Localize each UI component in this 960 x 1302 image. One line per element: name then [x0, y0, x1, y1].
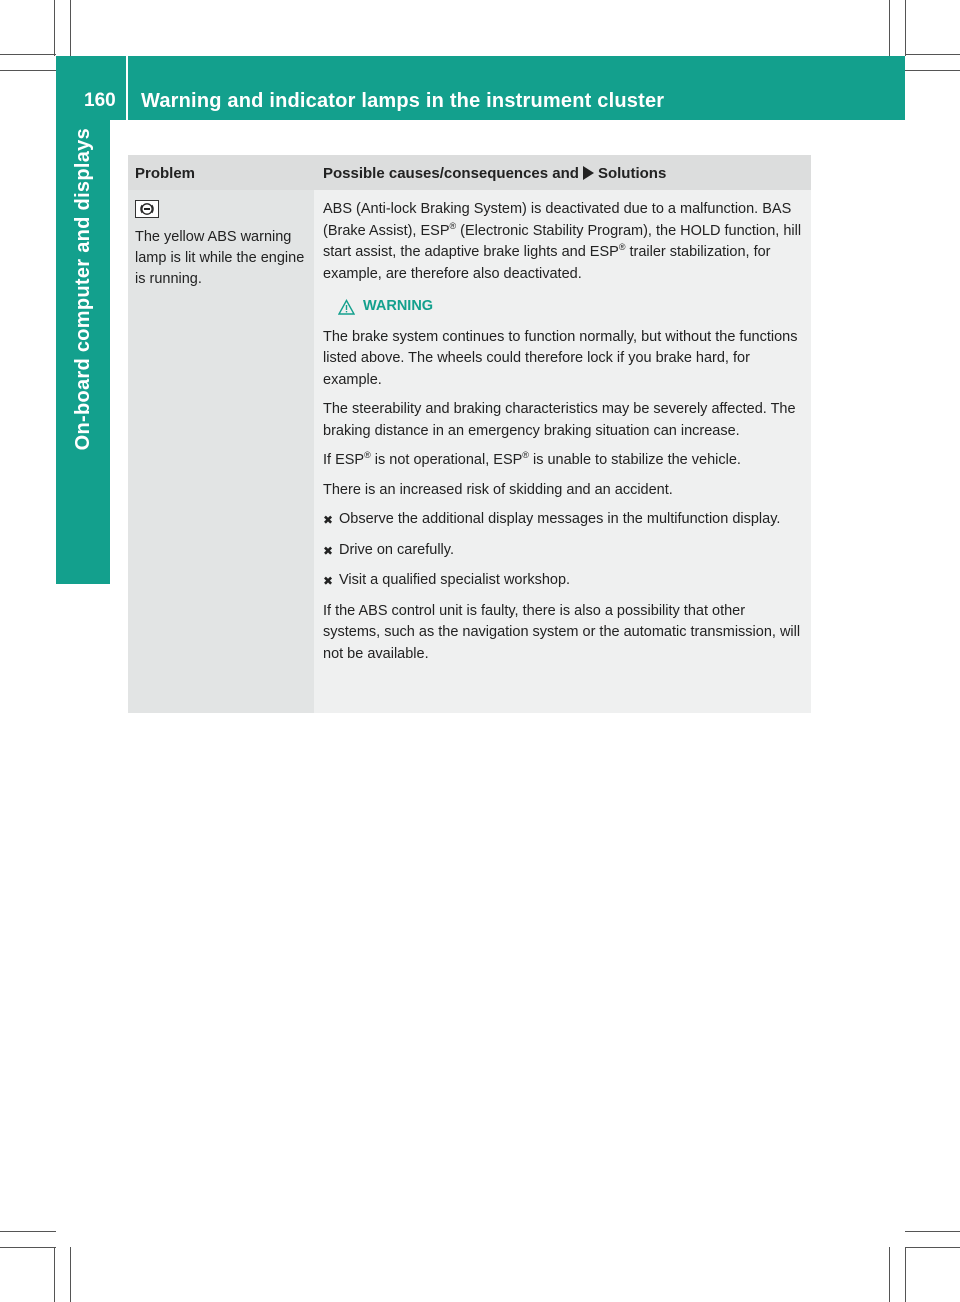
problem-solution-table: [128, 155, 811, 713]
step-arrow-icon: ✖: [323, 574, 334, 588]
crop-mark: [905, 54, 960, 55]
intro-paragraph: [323, 199, 804, 285]
column-header-causes: [314, 155, 811, 190]
column-header-problem: Problem: [135, 165, 196, 182]
crop-mark: [0, 1231, 56, 1232]
warning-text-3c: is unable to stabilize the vehicle.: [528, 452, 741, 468]
warning-paragraph-2: The steerability and braking characteristics may be severely affected. The braking distance in an emergency braking situation can increase.: [323, 401, 796, 439]
step-arrow-icon: ✖: [323, 543, 334, 558]
warning-label: WARNING: [363, 298, 434, 314]
warning-text-3a: If ESP: [323, 452, 365, 468]
warning-paragraph-1: The brake system continues to function normally, but without the functions listed above. The wheels could therefore lock if you brake hard, for example.: [323, 328, 798, 388]
crop-mark: [905, 0, 906, 56]
crop-mark: [70, 0, 71, 56]
instruction-step: [323, 509, 804, 532]
warning-paragraph-3: [323, 450, 804, 472]
table-row: [128, 190, 811, 713]
warning-heading: [338, 296, 804, 318]
crop-mark: [905, 1247, 960, 1248]
registered-mark: ®: [522, 450, 529, 461]
step-text: Drive on carefully.: [339, 541, 454, 558]
warning-triangle-icon: [338, 299, 355, 315]
crop-mark: [54, 1247, 55, 1302]
column-header-causes-text: Possible causes/consequences and: [323, 165, 579, 182]
intro-text-3: trailer stabilization, for example, are therefore also deactivated.: [323, 244, 771, 282]
causes-cell: [314, 190, 811, 713]
crop-mark: [905, 1231, 960, 1232]
crop-mark: [905, 70, 960, 71]
column-header-solutions-text: Solutions: [597, 165, 667, 182]
instruction-step: [323, 570, 804, 593]
step-arrow-icon: ✖: [323, 513, 334, 527]
registered-mark: ®: [618, 242, 626, 253]
crop-mark: [905, 1247, 906, 1302]
crop-mark: [70, 1247, 71, 1302]
page-title: Warning and indicator lamps in the instrument cluster: [141, 90, 665, 112]
crop-mark: [0, 54, 56, 55]
play-arrow-icon: [583, 166, 594, 180]
crop-mark: [889, 0, 890, 56]
step-text: Visit a qualified specialist workshop.: [339, 572, 571, 588]
problem-cell: [128, 190, 314, 713]
header-divider: [126, 56, 128, 120]
registered-mark: ®: [364, 450, 371, 461]
page-header: [56, 56, 905, 120]
problem-description: The yellow ABS warning lamp is lit while the engine is running.: [135, 229, 305, 287]
crop-mark: [889, 1247, 890, 1302]
crop-mark: [0, 1247, 56, 1248]
table-header: [128, 155, 811, 190]
warning-text-3b: is not operational, ESP: [370, 452, 523, 468]
crop-mark: [54, 0, 55, 56]
intro-text-2: (Electronic Stability Program), the HOLD function, hill start assist, the adaptive brake lights and ESP: [323, 222, 802, 260]
warning-paragraph-4: There is an increased risk of skidding and an accident.: [323, 481, 673, 498]
closing-paragraph: If the ABS control unit is faulty, there is also a possibility that other systems, such as the navigation system or the automatic transmission, will not be available.: [323, 602, 801, 662]
abs-warning-lamp-icon: [135, 200, 159, 218]
step-text: Observe the additional display messages in the multifunction display.: [339, 511, 781, 527]
registered-mark: ®: [449, 220, 457, 231]
intro-text-1: ABS (Anti-lock Braking System) is deactivated due to a malfunction. BAS (Brake Assist), ESP: [323, 201, 792, 239]
section-side-label: On-board computer and displays: [71, 128, 94, 451]
page-number: 160: [84, 90, 116, 111]
section-side-tab: [56, 120, 110, 584]
crop-mark: [0, 70, 56, 71]
instruction-step: [323, 540, 804, 563]
